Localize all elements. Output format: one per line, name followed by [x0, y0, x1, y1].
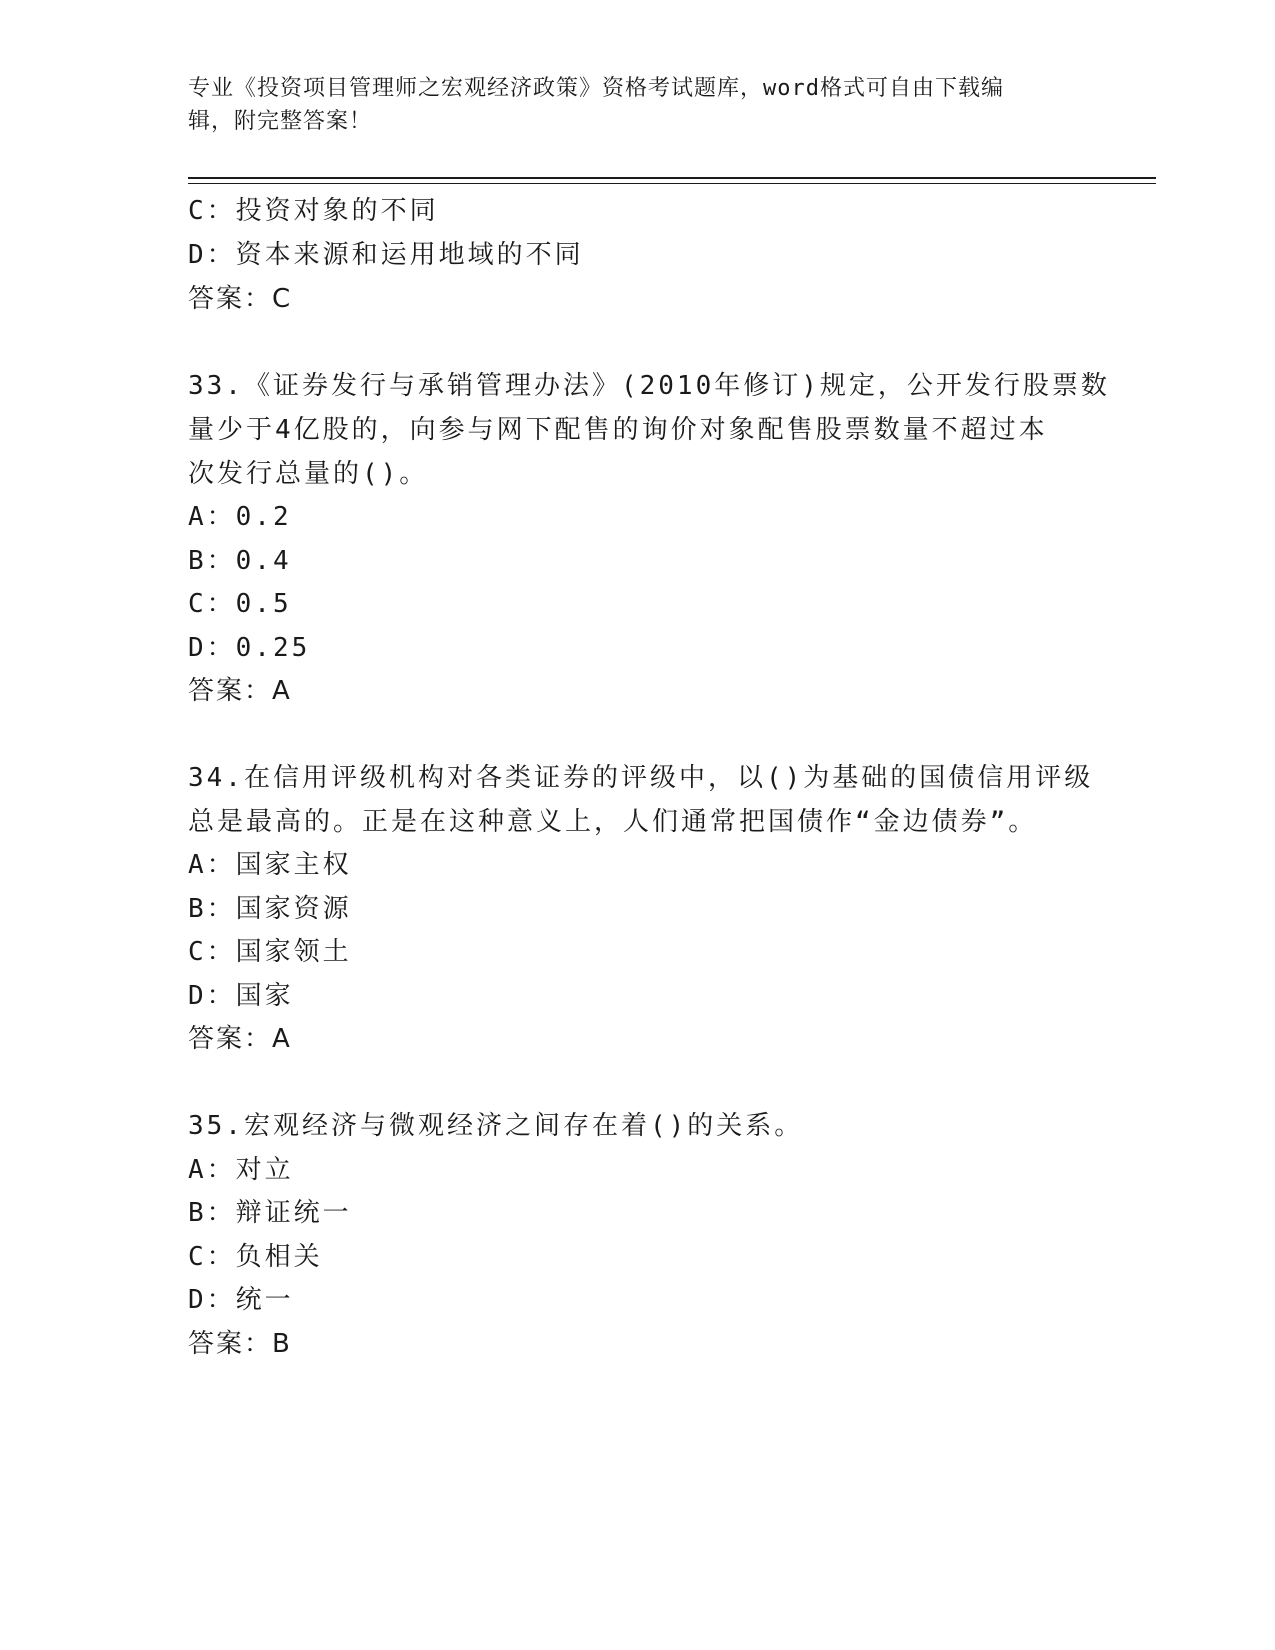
- q33-option-b: B：0.4: [188, 546, 292, 576]
- q33-stem-line-1: 33.《证券发行与承销管理办法》(2010年修订)规定，公开发行股票数: [188, 371, 1110, 401]
- q35-option-a: A：对立: [188, 1155, 294, 1185]
- q35-answer: 答案：B: [188, 1329, 292, 1359]
- prev-answer: 答案：C: [188, 284, 293, 314]
- prev-option-c: C：投资对象的不同: [188, 196, 439, 226]
- document-header: [188, 72, 1088, 138]
- q33-stem-line-2: 量少于4亿股的，向参与网下配售的询价对象配售股票数量不超过本: [188, 415, 1048, 445]
- q35-option-c: C：负相关: [188, 1242, 323, 1272]
- q34-stem-line-1: 34.在信用评级机构对各类证券的评级中，以()为基础的国债信用评级: [188, 763, 1094, 793]
- prev-option-d: D：资本来源和运用地域的不同: [188, 240, 584, 270]
- q33-option-c: C：0.5: [188, 589, 292, 619]
- q33-stem-line-3: 次发行总量的()。: [188, 459, 429, 489]
- q33-option-a: A：0.2: [188, 502, 292, 532]
- q33-option-d: D：0.25: [188, 633, 311, 663]
- q35-option-b: B：辩证统一: [188, 1198, 352, 1228]
- q33-answer: 答案：A: [188, 676, 292, 706]
- q35-option-d: D：统一: [188, 1285, 294, 1315]
- q34-stem-line-2: 总是最高的。正是在这种意义上，人们通常把国债作“金边债券”。: [188, 807, 1038, 837]
- q34-option-b: B：国家资源: [188, 894, 352, 924]
- q34-option-d: D：国家: [188, 981, 294, 1011]
- header-rule-thick: [188, 177, 1156, 179]
- header-line-2: 辑，附完整答案！: [188, 109, 373, 134]
- q34-answer: 答案：A: [188, 1024, 292, 1054]
- q35-stem-line-1: 35.宏观经济与微观经济之间存在着()的关系。: [188, 1111, 804, 1141]
- header-rule-thin: [188, 183, 1156, 184]
- header-line-1: 专业《投资项目管理师之宏观经济政策》资格考试题库，word格式可自由下载编: [188, 76, 1004, 101]
- q34-option-a: A：国家主权: [188, 850, 352, 880]
- q34-option-c: C：国家领土: [188, 937, 352, 967]
